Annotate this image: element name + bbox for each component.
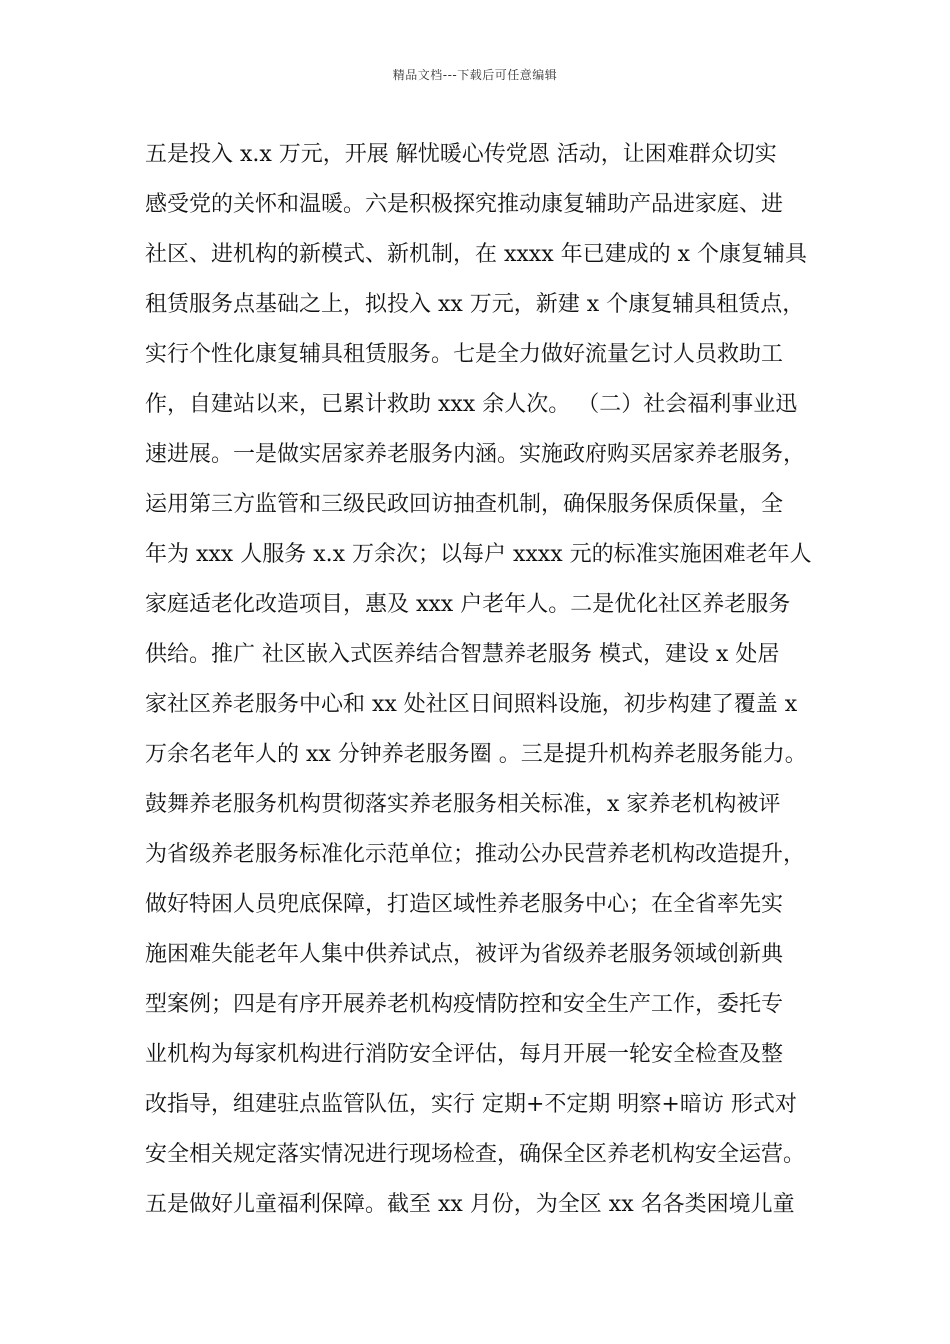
text-line: 做好特困人员兜底保障，打造区域性养老服务中心；在全省率先实 — [145, 892, 784, 917]
text-line: 安全相关规定落实情况进行现场检查，确保全区养老机构安全运营。 — [145, 1142, 806, 1167]
text-line: 为省级养老服务标准化示范单位；推动公办民营养老机构改造提升， — [145, 842, 806, 867]
text-line: 供给。推广 社区嵌入式医养结合智慧养老服务 模式，建设 x 处居 — [145, 642, 780, 667]
text-line: 型案例；四是有序开展养老机构疫情防控和安全生产工作，委托专 — [145, 992, 784, 1017]
text-line: 社区、进机构的新模式、新机制，在 xxxx 年已建成的 x 个康复辅具 — [145, 242, 808, 267]
text-line: 业机构为每家机构进行消防安全评估，每月开展一轮安全检查及整 — [145, 1042, 784, 1067]
text-line: 家社区养老服务中心和 xx 处社区日间照料设施，初步构建了覆盖 x — [145, 692, 798, 717]
text-line: 施困难失能老年人集中供养试点，被评为省级养老服务领域创新典 — [145, 942, 784, 967]
text-line: 家庭适老化改造项目，惠及 xxx 户老年人。二是优化社区养老服务 — [145, 592, 791, 617]
text-line: 鼓舞养老服务机构贯彻落实养老服务相关标准，x 家养老机构被评 — [145, 792, 781, 817]
text-line: 五是投入 x.x 万元，开展 解忧暖心传党恩 活动，让困难群众切实 — [145, 142, 777, 167]
body-text — [145, 130, 825, 1230]
text-line: 运用第三方监管和三级民政回访抽查机制，确保服务保质保量，全 — [145, 492, 784, 517]
text-line: 租赁服务点基础之上，拟投入 xx 万元，新建 x 个康复辅具租赁点， — [145, 292, 805, 317]
text-line: 改指导，组建驻点监管队伍，实行 定期+不定期 明察+暗访 形式对 — [145, 1092, 797, 1117]
text-line: 速进展。一是做实居家养老服务内涵。实施政府购买居家养老服务， — [145, 442, 806, 467]
text-line: 万余名老年人的 xx 分钟养老服务圈 。三是提升机构养老服务能力。 — [145, 742, 807, 767]
text-line: 五是做好儿童福利保障。截至 xx 月份，为全区 xx 名各类困境儿童 — [145, 1192, 795, 1217]
text-line: 年为 xxx 人服务 x.x 万余次；以每户 xxxx 元的标准实施困难老年人 — [145, 542, 812, 567]
text-line: 感受党的关怀和温暖。六是积极探究推动康复辅助产品进家庭、进 — [145, 192, 784, 217]
page-header: 精品文档---下载后可任意编辑 — [392, 68, 558, 82]
text-line: 作，自建站以来，已累计救助 xxx 余人次。 （二）社会福利事业迅 — [145, 392, 798, 417]
text-line: 实行个性化康复辅具租赁服务。七是全力做好流量乞讨人员救助工 — [145, 342, 784, 367]
